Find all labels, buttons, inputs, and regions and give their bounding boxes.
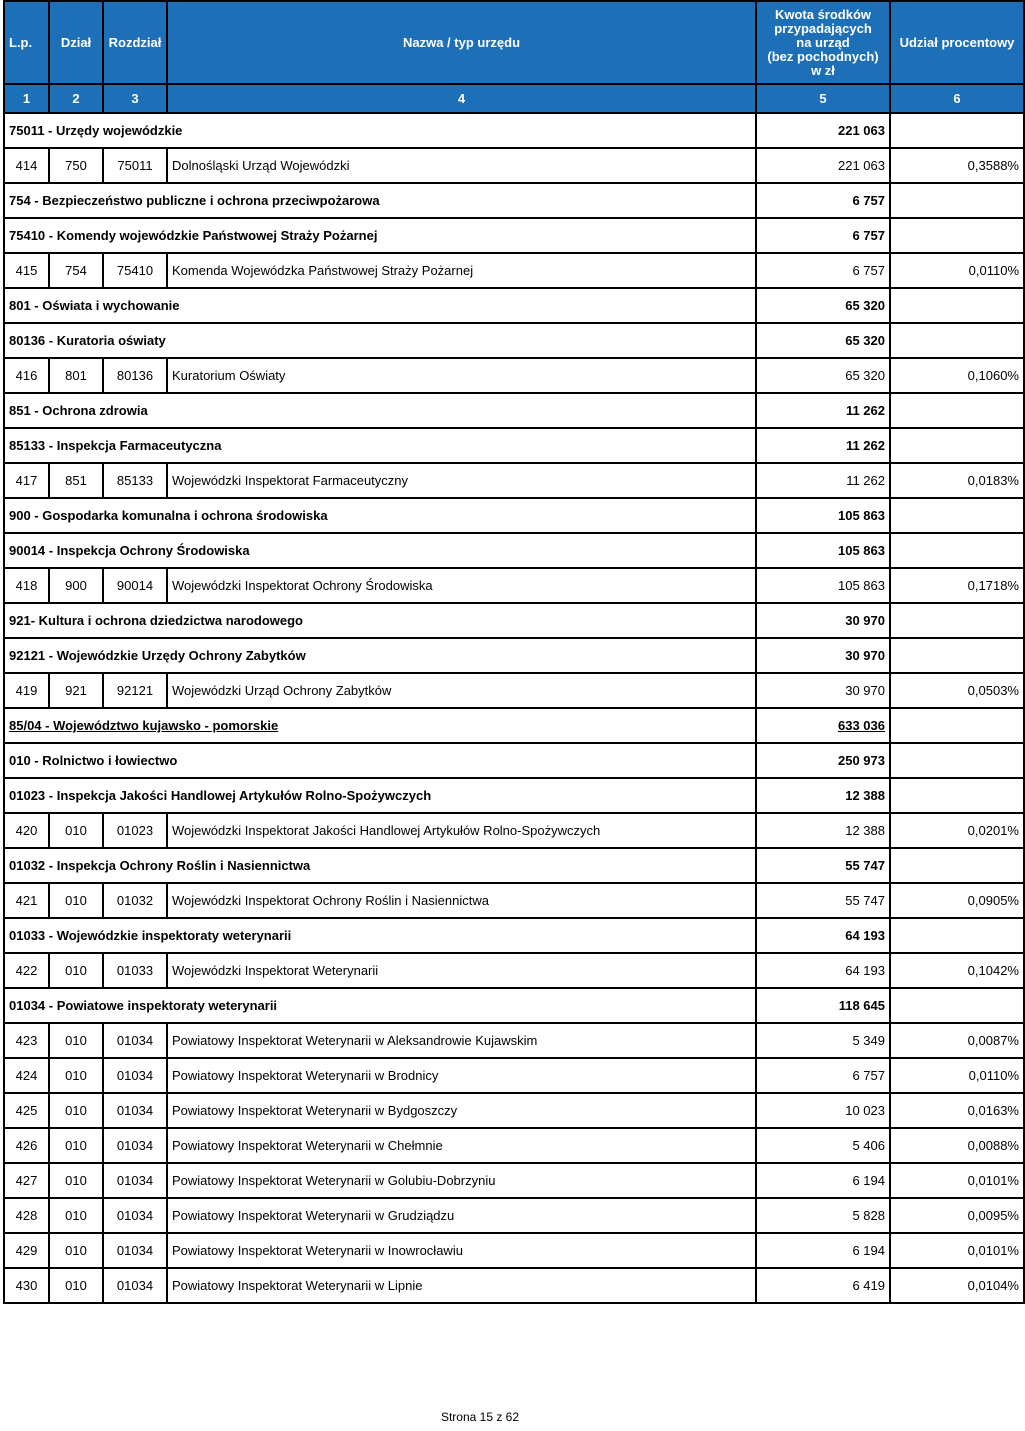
table-row: [4, 673, 1024, 708]
empty-cell: [890, 428, 1024, 463]
empty-cell: [890, 288, 1024, 323]
section-row: [4, 113, 1024, 148]
cell-rozdzial: 01034: [103, 1093, 167, 1128]
cell-lp: 430: [4, 1268, 49, 1303]
table-row: [4, 1233, 1024, 1268]
empty-cell: [890, 393, 1024, 428]
cell-dzial: 010: [49, 1093, 103, 1128]
cell-pct: 0,0110%: [890, 253, 1024, 288]
cell-pct: 0,0503%: [890, 673, 1024, 708]
cell-dzial: 754: [49, 253, 103, 288]
cell-amount: 55 747: [756, 883, 890, 918]
section-name: 85133 - Inspekcja Farmaceutyczna: [4, 428, 756, 463]
empty-cell: [890, 918, 1024, 953]
cell-dzial: 010: [49, 1023, 103, 1058]
section-name: 75011 - Urzędy wojewódzkie: [4, 113, 756, 148]
cell-dzial: 010: [49, 883, 103, 918]
empty-cell: [890, 113, 1024, 148]
cell-pct: 0,1042%: [890, 953, 1024, 988]
table-row: [4, 1268, 1024, 1303]
section-row: [4, 183, 1024, 218]
header-kwota: [756, 1, 890, 84]
table-row: [4, 1023, 1024, 1058]
table-body: [4, 113, 1024, 1303]
section-name: 01032 - Inspekcja Ochrony Roślin i Nasiennictwa: [4, 848, 756, 883]
section-row: [4, 533, 1024, 568]
section-name: 900 - Gospodarka komunalna i ochrona środowiska: [4, 498, 756, 533]
header-num: 2: [49, 84, 103, 113]
cell-name: Kuratorium Oświaty: [167, 358, 756, 393]
cell-name: Powiatowy Inspektorat Weterynarii w Lipnie: [167, 1268, 756, 1303]
cell-rozdzial: 80136: [103, 358, 167, 393]
cell-amount: 221 063: [756, 148, 890, 183]
cell-name: Powiatowy Inspektorat Weterynarii w Golubiu-Dobrzyniu: [167, 1163, 756, 1198]
section-row: [4, 323, 1024, 358]
section-name: 851 - Ochrona zdrowia: [4, 393, 756, 428]
header-udzial: Udział procentowy: [890, 1, 1024, 84]
section-row: [4, 743, 1024, 778]
cell-rozdzial: 01023: [103, 813, 167, 848]
cell-amount: 6 194: [756, 1163, 890, 1198]
section-amount: 6 757: [756, 218, 890, 253]
cell-lp: 422: [4, 953, 49, 988]
cell-amount: 6 419: [756, 1268, 890, 1303]
table-row: [4, 568, 1024, 603]
cell-lp: 414: [4, 148, 49, 183]
section-amount: 250 973: [756, 743, 890, 778]
table-row: [4, 1093, 1024, 1128]
section-row: [4, 708, 1024, 743]
cell-pct: 0,0201%: [890, 813, 1024, 848]
cell-dzial: 010: [49, 1233, 103, 1268]
header-kwota-line: na urząd: [796, 34, 850, 50]
section-row: [4, 288, 1024, 323]
table-row: [4, 1128, 1024, 1163]
cell-dzial: 900: [49, 568, 103, 603]
cell-dzial: 010: [49, 1268, 103, 1303]
header-num: 5: [756, 84, 890, 113]
section-amount: 30 970: [756, 638, 890, 673]
cell-amount: 11 262: [756, 463, 890, 498]
header-kwota-line: przypadających: [774, 20, 872, 36]
header-kwota-line: w zł: [811, 62, 835, 78]
empty-cell: [890, 988, 1024, 1023]
cell-pct: 0,1718%: [890, 568, 1024, 603]
cell-pct: 0,0101%: [890, 1163, 1024, 1198]
cell-amount: 12 388: [756, 813, 890, 848]
cell-pct: 0,0110%: [890, 1058, 1024, 1093]
section-row: [4, 498, 1024, 533]
cell-amount: 5 349: [756, 1023, 890, 1058]
cell-name: Wojewódzki Inspektorat Ochrony Roślin i Nasiennictwa: [167, 883, 756, 918]
section-row: [4, 848, 1024, 883]
cell-pct: 0,0183%: [890, 463, 1024, 498]
header-rozdzial: Rozdział: [103, 1, 167, 84]
cell-rozdzial: 90014: [103, 568, 167, 603]
cell-amount: 65 320: [756, 358, 890, 393]
cell-name: Powiatowy Inspektorat Weterynarii w Grudziądzu: [167, 1198, 756, 1233]
cell-lp: 429: [4, 1233, 49, 1268]
cell-name: Powiatowy Inspektorat Weterynarii w Aleksandrowie Kujawskim: [167, 1023, 756, 1058]
cell-rozdzial: 75410: [103, 253, 167, 288]
cell-lp: 418: [4, 568, 49, 603]
cell-pct: 0,0088%: [890, 1128, 1024, 1163]
section-amount: 55 747: [756, 848, 890, 883]
header-kwota-line: (bez pochodnych): [767, 48, 879, 64]
cell-lp: 420: [4, 813, 49, 848]
section-amount: 11 262: [756, 428, 890, 463]
cell-pct: 0,0104%: [890, 1268, 1024, 1303]
cell-rozdzial: 01032: [103, 883, 167, 918]
empty-cell: [890, 533, 1024, 568]
empty-cell: [890, 848, 1024, 883]
cell-dzial: 801: [49, 358, 103, 393]
section-name: 01034 - Powiatowe inspektoraty weterynarii: [4, 988, 756, 1023]
empty-cell: [890, 323, 1024, 358]
section-name: 754 - Bezpieczeństwo publiczne i ochrona przeciwpożarowa: [4, 183, 756, 218]
empty-cell: [890, 708, 1024, 743]
cell-pct: 0,0101%: [890, 1233, 1024, 1268]
cell-amount: 6 194: [756, 1233, 890, 1268]
section-amount: 118 645: [756, 988, 890, 1023]
table-row: [4, 953, 1024, 988]
header-row: [4, 1, 1024, 84]
cell-amount: 30 970: [756, 673, 890, 708]
header-num: 1: [4, 84, 49, 113]
table-row: [4, 883, 1024, 918]
table-row: [4, 148, 1024, 183]
section-amount: 633 036: [756, 708, 890, 743]
table-row: [4, 358, 1024, 393]
table-row: [4, 463, 1024, 498]
cell-pct: 0,0905%: [890, 883, 1024, 918]
cell-rozdzial: 92121: [103, 673, 167, 708]
cell-lp: 417: [4, 463, 49, 498]
cell-name: Powiatowy Inspektorat Weterynarii w Inowrocławiu: [167, 1233, 756, 1268]
cell-name: Wojewódzki Urząd Ochrony Zabytków: [167, 673, 756, 708]
empty-cell: [890, 218, 1024, 253]
section-row: [4, 393, 1024, 428]
section-amount: 64 193: [756, 918, 890, 953]
section-name: 01023 - Inspekcja Jakości Handlowej Artykułów Rolno-Spożywczych: [4, 778, 756, 813]
header-kwota-line: Kwota środków: [774, 6, 872, 22]
cell-amount: 6 757: [756, 1058, 890, 1093]
cell-amount: 10 023: [756, 1093, 890, 1128]
cell-amount: 5 828: [756, 1198, 890, 1233]
cell-pct: 0,0163%: [890, 1093, 1024, 1128]
table-row: [4, 1198, 1024, 1233]
cell-rozdzial: 85133: [103, 463, 167, 498]
cell-amount: 5 406: [756, 1128, 890, 1163]
cell-lp: 423: [4, 1023, 49, 1058]
section-row: [4, 603, 1024, 638]
section-amount: 65 320: [756, 288, 890, 323]
table-row: [4, 813, 1024, 848]
section-row: [4, 428, 1024, 463]
section-amount: 12 388: [756, 778, 890, 813]
cell-rozdzial: 01033: [103, 953, 167, 988]
cell-rozdzial: 01034: [103, 1268, 167, 1303]
cell-dzial: 010: [49, 1058, 103, 1093]
empty-cell: [890, 603, 1024, 638]
cell-rozdzial: 01034: [103, 1128, 167, 1163]
cell-pct: 0,0087%: [890, 1023, 1024, 1058]
cell-lp: 416: [4, 358, 49, 393]
cell-name: Powiatowy Inspektorat Weterynarii w Chełmnie: [167, 1128, 756, 1163]
cell-rozdzial: 01034: [103, 1233, 167, 1268]
cell-name: Powiatowy Inspektorat Weterynarii w Bydgoszczy: [167, 1093, 756, 1128]
cell-rozdzial: 01034: [103, 1163, 167, 1198]
cell-lp: 426: [4, 1128, 49, 1163]
cell-dzial: 010: [49, 813, 103, 848]
cell-name: Dolnośląski Urząd Wojewódzki: [167, 148, 756, 183]
budget-table: [3, 0, 1025, 1304]
cell-name: Wojewódzki Inspektorat Farmaceutyczny: [167, 463, 756, 498]
section-name: 85/04 - Województwo kujawsko - pomorskie: [4, 708, 756, 743]
cell-pct: 0,0095%: [890, 1198, 1024, 1233]
cell-dzial: 010: [49, 953, 103, 988]
table-row: [4, 253, 1024, 288]
section-amount: 105 863: [756, 533, 890, 568]
cell-dzial: 750: [49, 148, 103, 183]
section-name: 90014 - Inspekcja Ochrony Środowiska: [4, 533, 756, 568]
page-number: Strona 15 z 62: [440, 1410, 520, 1424]
section-name: 75410 - Komendy wojewódzkie Państwowej Straży Pożarnej: [4, 218, 756, 253]
cell-name: Wojewódzki Inspektorat Jakości Handlowej Artykułów Rolno-Spożywczych: [167, 813, 756, 848]
cell-name: Wojewódzki Inspektorat Ochrony Środowiska: [167, 568, 756, 603]
table-row: [4, 1163, 1024, 1198]
cell-amount: 105 863: [756, 568, 890, 603]
section-row: [4, 918, 1024, 953]
section-amount: 11 262: [756, 393, 890, 428]
cell-dzial: 921: [49, 673, 103, 708]
cell-rozdzial: 75011: [103, 148, 167, 183]
section-row: [4, 638, 1024, 673]
cell-lp: 415: [4, 253, 49, 288]
section-amount: 65 320: [756, 323, 890, 358]
section-row: [4, 988, 1024, 1023]
header-lp: L.p.: [4, 1, 49, 84]
cell-dzial: 010: [49, 1163, 103, 1198]
header-num: 4: [167, 84, 756, 113]
cell-dzial: 010: [49, 1198, 103, 1233]
cell-rozdzial: 01034: [103, 1058, 167, 1093]
cell-lp: 424: [4, 1058, 49, 1093]
empty-cell: [890, 183, 1024, 218]
cell-dzial: 851: [49, 463, 103, 498]
cell-name: Wojewódzki Inspektorat Weterynarii: [167, 953, 756, 988]
table-row: [4, 1058, 1024, 1093]
header-number-row: [4, 84, 1024, 113]
cell-name: Komenda Wojewódzka Państwowej Straży Pożarnej: [167, 253, 756, 288]
empty-cell: [890, 743, 1024, 778]
empty-cell: [890, 778, 1024, 813]
header-nazwa: Nazwa / typ urzędu: [167, 1, 756, 84]
cell-lp: 421: [4, 883, 49, 918]
section-row: [4, 778, 1024, 813]
cell-name: Powiatowy Inspektorat Weterynarii w Brodnicy: [167, 1058, 756, 1093]
cell-lp: 419: [4, 673, 49, 708]
section-amount: 6 757: [756, 183, 890, 218]
section-amount: 105 863: [756, 498, 890, 533]
header-dzial: Dział: [49, 1, 103, 84]
section-name: 01033 - Wojewódzkie inspektoraty weterynarii: [4, 918, 756, 953]
section-name: 010 - Rolnictwo i łowiectwo: [4, 743, 756, 778]
cell-dzial: 010: [49, 1128, 103, 1163]
section-amount: 30 970: [756, 603, 890, 638]
section-name: 801 - Oświata i wychowanie: [4, 288, 756, 323]
cell-pct: 0,3588%: [890, 148, 1024, 183]
cell-amount: 6 757: [756, 253, 890, 288]
section-name: 80136 - Kuratoria oświaty: [4, 323, 756, 358]
cell-lp: 428: [4, 1198, 49, 1233]
cell-pct: 0,1060%: [890, 358, 1024, 393]
empty-cell: [890, 498, 1024, 533]
section-name: 921- Kultura i ochrona dziedzictwa narodowego: [4, 603, 756, 638]
cell-amount: 64 193: [756, 953, 890, 988]
cell-rozdzial: 01034: [103, 1198, 167, 1233]
empty-cell: [890, 638, 1024, 673]
header-num: 3: [103, 84, 167, 113]
header-num: 6: [890, 84, 1024, 113]
cell-lp: 425: [4, 1093, 49, 1128]
section-name: 92121 - Wojewódzkie Urzędy Ochrony Zabytków: [4, 638, 756, 673]
section-row: [4, 218, 1024, 253]
section-amount: 221 063: [756, 113, 890, 148]
cell-rozdzial: 01034: [103, 1023, 167, 1058]
cell-lp: 427: [4, 1163, 49, 1198]
